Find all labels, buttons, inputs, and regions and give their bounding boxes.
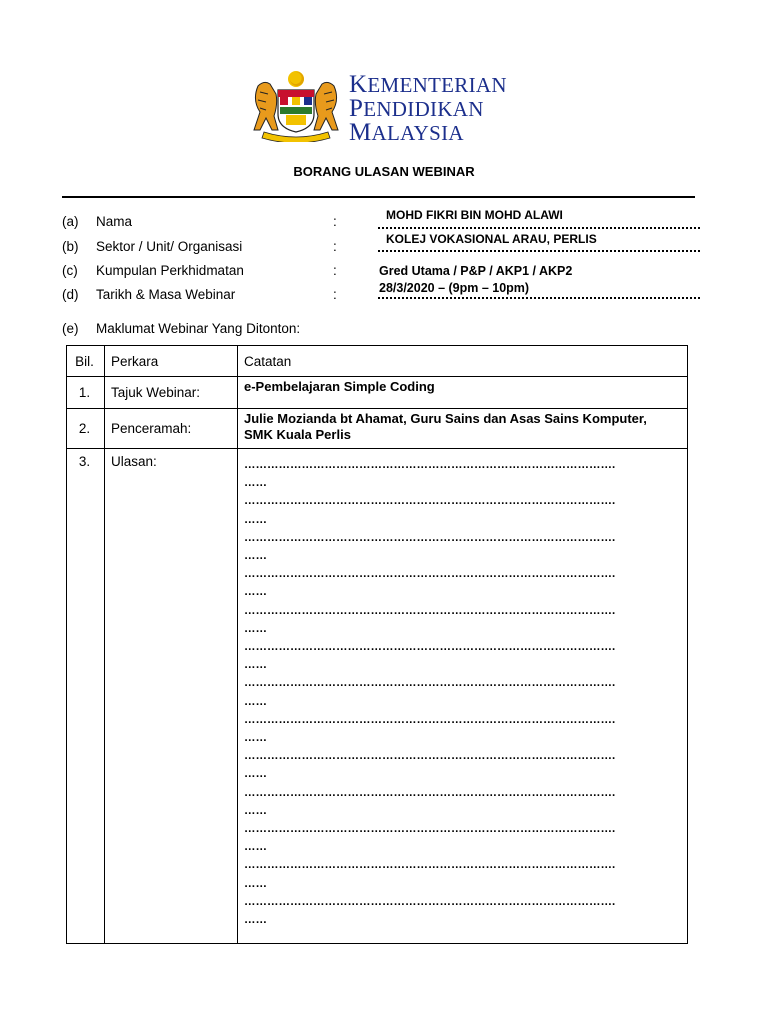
field-colon: :: [333, 214, 337, 229]
ulasan-dotted-line-end: ……: [244, 477, 267, 490]
row-item: Tajuk Webinar:: [105, 377, 238, 409]
ulasan-dotted-line: …………………………………………………………………………………….: [244, 531, 616, 544]
row-item: Penceramah:: [105, 409, 238, 449]
ulasan-dotted-line-end: ……: [244, 841, 267, 854]
ulasan-dotted-line: …………………………………………………………………………………….: [244, 859, 616, 872]
field-sektor: [0, 232, 768, 259]
ulasan-area[interactable]: [238, 449, 688, 944]
ulasan-dotted-line: …………………………………………………………………………………….: [244, 750, 616, 763]
form-title: BORANG ULASAN WEBINAR: [293, 164, 475, 179]
field-label: Kumpulan Perkhidmatan: [96, 263, 244, 278]
table-row: [67, 377, 688, 409]
tarikh-dotted-line: [378, 297, 700, 299]
ulasan-dotted-line-end: ……: [244, 513, 267, 526]
ulasan-dotted-line: …………………………………………………………………………………….: [244, 895, 616, 908]
ulasan-dotted-line-end: ……: [244, 695, 267, 708]
field-colon: :: [333, 239, 337, 254]
ministry-initial: P: [349, 95, 364, 122]
ulasan-dotted-line-end: ……: [244, 768, 267, 781]
ministry-name: [349, 73, 507, 145]
row-number: 2.: [67, 409, 105, 449]
field-code: (b): [62, 239, 79, 254]
ulasan-dotted-line: …………………………………………………………………………………….: [244, 568, 616, 581]
tajuk-value[interactable]: e-Pembelajaran Simple Coding: [238, 377, 688, 409]
table-header-row: [67, 346, 688, 377]
header-cell: Perkara: [105, 346, 238, 377]
ulasan-dotted-line-end: ……: [244, 914, 267, 927]
ulasan-dotted-line-end: ……: [244, 550, 267, 563]
field-colon: :: [333, 287, 337, 302]
coat-of-arms-icon: [250, 68, 342, 142]
ulasan-dotted-line: …………………………………………………………………………………….: [244, 786, 616, 799]
penceramah-line: Julie Mozianda bt Ahamat, Guru Sains dan Asas Sains Komputer,: [244, 411, 647, 426]
ulasan-dotted-line-end: ……: [244, 622, 267, 635]
ulasan-dotted-line: …………………………………………………………………………………….: [244, 459, 616, 471]
ulasan-dotted-line-end: ……: [244, 732, 267, 745]
penceramah-line: SMK Kuala Perlis: [244, 427, 351, 442]
field-label: Tarikh & Masa Webinar: [96, 287, 236, 302]
field-code: (a): [62, 214, 79, 229]
webinar-info-table: [66, 345, 688, 944]
ministry-initial: M: [349, 119, 372, 146]
ministry-word: ALAYSIA: [371, 121, 464, 145]
ulasan-dotted-line: …………………………………………………………………………………….: [244, 641, 616, 654]
header-cell: Bil.: [67, 346, 105, 377]
field-code: (c): [62, 263, 78, 278]
section-code: (e): [62, 321, 79, 336]
table-row: [67, 409, 688, 449]
field-label: Sektor / Unit/ Organisasi: [96, 239, 243, 254]
field-nama: [0, 208, 768, 234]
sektor-value[interactable]: KOLEJ VOKASIONAL ARAU, PERLIS: [386, 232, 597, 246]
penceramah-value[interactable]: [238, 409, 688, 449]
table-row: [67, 449, 688, 944]
ulasan-dotted-line: …………………………………………………………………………………….: [244, 713, 616, 726]
ministry-word: EMENTERIAN: [367, 73, 507, 97]
field-code: (d): [62, 287, 79, 302]
title-divider: [62, 196, 695, 198]
row-number: 3.: [67, 449, 105, 944]
sektor-dotted-line: [378, 250, 700, 252]
section-label: Maklumat Webinar Yang Ditonton:: [96, 321, 301, 336]
nama-dotted-line: [378, 227, 700, 229]
ministry-initial: K: [349, 71, 368, 98]
ministry-word: ENDIDIKAN: [363, 97, 484, 121]
ulasan-dotted-line: …………………………………………………………………………………….: [244, 604, 616, 617]
ulasan-dotted-line-end: ……: [244, 877, 267, 890]
ulasan-dotted-line: …………………………………………………………………………………….: [244, 823, 616, 836]
row-number: 1.: [67, 377, 105, 409]
header-cell: Catatan: [238, 346, 688, 377]
ulasan-dotted-line-end: ……: [244, 659, 267, 672]
ulasan-dotted-line-end: ……: [244, 804, 267, 817]
row-item: Ulasan:: [105, 449, 238, 944]
ulasan-dotted-line: …………………………………………………………………………………….: [244, 495, 616, 508]
ulasan-dotted-line: …………………………………………………………………………………….: [244, 677, 616, 690]
kumpulan-value[interactable]: Gred Utama / P&P / AKP1 / AKP2: [379, 264, 573, 278]
field-colon: :: [333, 263, 337, 278]
ministry-logo: [250, 68, 530, 146]
section-e: [0, 321, 768, 341]
field-label: Nama: [96, 214, 133, 229]
ulasan-dotted-line-end: ……: [244, 586, 267, 599]
nama-value[interactable]: MOHD FIKRI BIN MOHD ALAWI: [386, 208, 563, 222]
ulasan-lines: [244, 456, 681, 929]
tarikh-value[interactable]: 28/3/2020 – (9pm – 10pm): [379, 281, 530, 295]
